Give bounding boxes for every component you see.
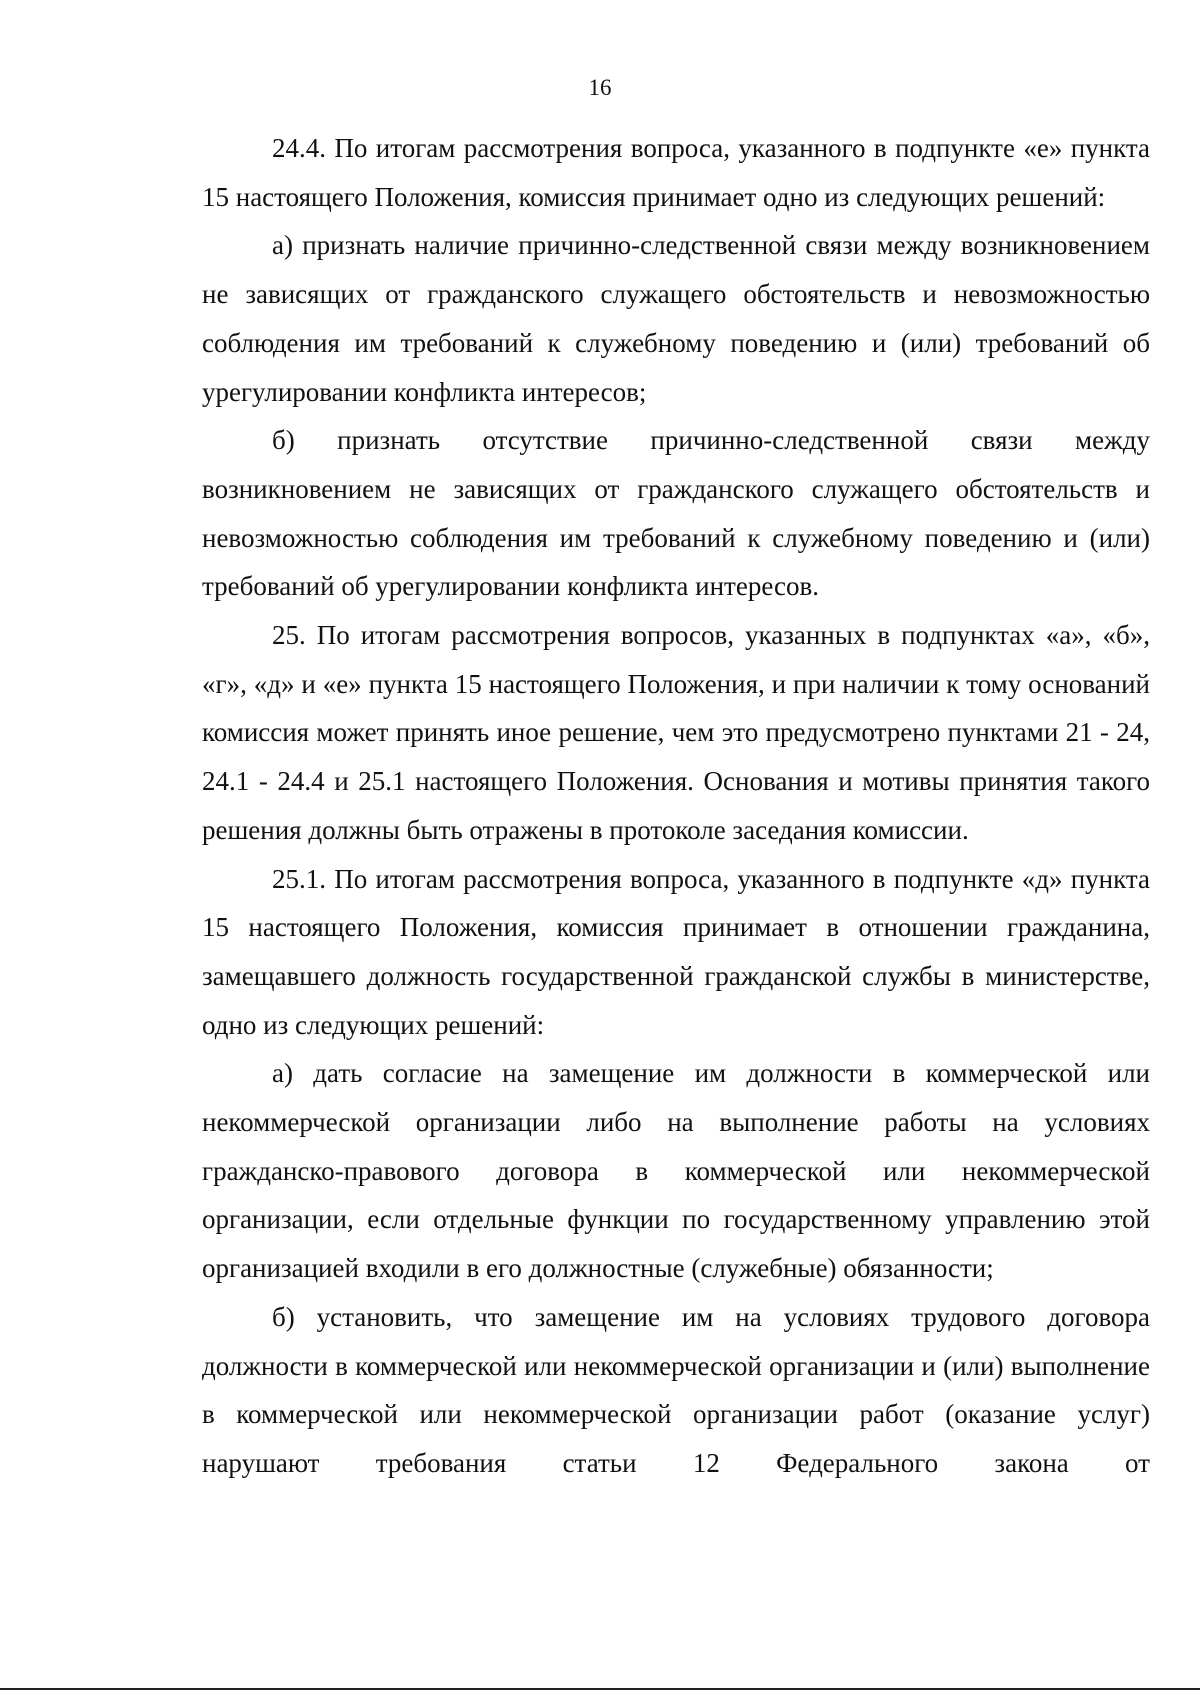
page-number: 16 xyxy=(588,75,612,100)
paragraph-25-1-a: а) дать согласие на замещение им должности в коммерческой или некоммерческой организации либо на выполнение работы на условиях гражданско-правового договора в коммерческой или некоммерческой организации, если отдельные функции по государственному управлению этой организацией входили в его должностные (служебные) обязанности; xyxy=(202,1058,1150,1284)
paragraph-24-4-intro: 24.4. По итогам рассмотрения вопроса, указанного в подпункте «е» пункта 15 настоящего Положения, комиссия принимает одно из следующих решений: xyxy=(202,133,1150,212)
paragraph-25-1-b: б) установить, что замещение им на условиях трудового договора должности в коммерческой или некоммерческой организации и (или) выполнение в коммерческой или некоммерческой организации работ (оказание услуг) нарушают требования статьи 12 Федерального закона от xyxy=(202,1301,1150,1478)
paragraph-25: 25. По итогам рассмотрения вопросов, указанных в подпунктах «а», «б», «г», «д» и «е» пункта 15 настоящего Положения, и при наличии к тому оснований комиссия может принять иное решение, чем это предусмотрено пунктами 21 - 24, 24.1 - 24.4 и 25.1 настоящего Положения. Основания и мотивы принятия такого решения должны быть отражены в протоколе заседания комиссии. xyxy=(202,620,1150,845)
document-body xyxy=(202,124,1150,1488)
paragraph-24-4-b: б) признать отсутствие причинно-следственной связи между возникновением не зависящих от гражданского служащего обстоятельств и невозможностью соблюдения им требований к служебному поведению и (или) требований об урегулировании конфликта интересов. xyxy=(202,425,1150,602)
paragraph-24-4-a: а) признать наличие причинно-следственной связи между возникновением не зависящих от гражданского служащего обстоятельств и невозможностью соблюдения им требований к служебному поведению и (или) требований об урегулировании конфликта интересов; xyxy=(202,230,1150,407)
paragraph-25-1-intro: 25.1. По итогам рассмотрения вопроса, указанного в подпункте «д» пункта 15 настоящего Положения, комиссия принимает в отношении гражданина, замещавшего должность государственной гражданской службы в министерстве, одно из следующих решений: xyxy=(202,863,1150,1040)
page-bottom-edge-line xyxy=(0,1688,1200,1690)
